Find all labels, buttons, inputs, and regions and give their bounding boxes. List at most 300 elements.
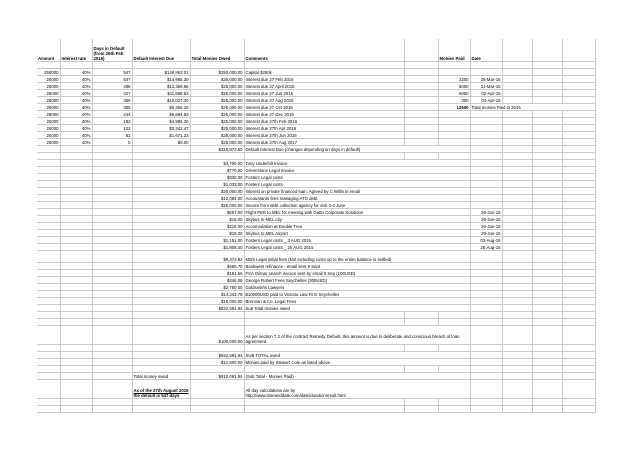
blank-cell: [37, 174, 60, 181]
blank-cell: [404, 90, 438, 97]
date-cell: [470, 167, 502, 174]
date-cell: [470, 111, 502, 118]
blank-cell: [37, 146, 60, 153]
comment-cell: FSA Gilmar search invoice sent by email 9 Sep (100USD): [244, 270, 470, 277]
blank-cell: [92, 284, 132, 291]
blank-cell: [404, 345, 438, 352]
blank-cell: [132, 216, 190, 223]
blank-cell: [404, 97, 438, 104]
blank-cell: [244, 345, 404, 352]
blank-cell: [37, 399, 60, 406]
comment-cell: Flight PER to MEL for meeting with Gatto Corporate Solutions: [244, 209, 470, 216]
interest-cell: $1,671.23: [132, 132, 190, 139]
comment-cell: Interest due 27th Apr 2016: [244, 125, 404, 132]
blank-cell: [60, 284, 92, 291]
comment-cell: (Sub Total - Monies Paid): [244, 373, 470, 380]
blank-cell: [132, 298, 190, 305]
blank-cell: [37, 223, 60, 230]
comment-cell: Default Interest Due (changes depending on days in default): [244, 146, 470, 153]
blank-cell: [502, 230, 532, 237]
blank-cell: [404, 399, 438, 406]
blank-cell: [532, 181, 562, 188]
blank-cell: [532, 312, 562, 319]
interest-row: [37, 76, 595, 83]
amount-cell: 25000: [37, 132, 60, 139]
blank-cell: [502, 326, 532, 345]
interest-row: [37, 132, 595, 139]
calc-note-link[interactable]: http://www.timeanddate.com/date/durationresult.html: [245, 393, 346, 398]
blank-cell: [37, 406, 60, 413]
blank-cell: [132, 174, 190, 181]
blank-cell: [190, 312, 244, 319]
amount-cell: 25000: [37, 76, 60, 83]
blank-cell: [37, 298, 60, 305]
blank-cell: [562, 305, 595, 312]
header-default-interest-due: Default Interest Due: [132, 39, 190, 62]
total-cell: $2,750.00: [190, 284, 244, 291]
comment-cell: Bankwest refinance - email sent 9 Sept: [244, 263, 470, 270]
blank-cell: [532, 359, 562, 366]
blank-cell: [404, 111, 438, 118]
blank-cell: [562, 312, 595, 319]
blank-cell: [502, 90, 532, 97]
days-cell: 488: [92, 83, 132, 90]
blank-cell: [470, 326, 502, 345]
blank-cell: [37, 345, 60, 352]
interest-row: [37, 97, 595, 104]
blank-cell: [37, 153, 60, 160]
header-blank: [562, 39, 595, 62]
blank-cell: [532, 69, 562, 76]
blank-cell: [502, 237, 532, 244]
blank-cell: [404, 83, 438, 90]
blank-cell: [60, 277, 92, 284]
blank-cell: [132, 188, 190, 195]
date-cell: [470, 118, 502, 125]
blank-cell: [37, 160, 60, 167]
comment-cell: Tony Underhill Invoice: [244, 160, 470, 167]
blank-cell: [92, 251, 132, 263]
blank-cell: [470, 298, 502, 305]
blank-cell: [60, 270, 92, 277]
total-cell: $10,000.00: [190, 298, 244, 305]
blank-cell: [37, 195, 60, 202]
comment-cell: Interest due 27 Feb 2015: [244, 76, 404, 83]
blank-cell: [562, 167, 595, 174]
total-cell: $25,000.00: [190, 125, 244, 132]
total-cell: $25,000.00: [190, 111, 244, 118]
blank-cell: [132, 181, 190, 188]
comment-cell: Interest on private financed loan. Agreed by C Willis in email: [244, 188, 470, 195]
blank-cell: [532, 319, 562, 326]
total-cell: $25,000.00: [190, 202, 244, 209]
blank-cell: [502, 319, 532, 326]
comment-cell: Greenstone Legal Invoice: [244, 167, 470, 174]
total-cell: $9,372.82: [190, 251, 244, 263]
blank-cell: [502, 352, 532, 359]
blank-cell: [470, 251, 502, 263]
days-cell: 244: [92, 111, 132, 118]
blank-cell: [244, 319, 404, 326]
blank-cell: [60, 345, 92, 352]
cost-row: [37, 263, 595, 270]
blank-cell: [92, 181, 132, 188]
rate-cell: 40%: [60, 139, 92, 146]
blank-cell: [502, 83, 532, 90]
header-monies-paid: Monies Paid: [438, 39, 470, 62]
blank-cell: [502, 270, 532, 277]
blank-cell: [60, 223, 92, 230]
blank-cell: [92, 216, 132, 223]
blank-cell: [190, 153, 244, 160]
blank-cell: [37, 230, 60, 237]
blank-cell: [37, 181, 60, 188]
blank-cell: [532, 160, 562, 167]
comment-cell: Goldsmiths Lawyers: [244, 284, 470, 291]
blank-cell: [92, 305, 132, 312]
blank-cell: [562, 216, 595, 223]
blank-cell: [60, 230, 92, 237]
blank-cell: [404, 104, 438, 111]
interest-row: [37, 118, 595, 125]
amount-cell: 25000: [37, 125, 60, 132]
paid-cell: 2200: [438, 76, 470, 83]
blank-cell: [37, 366, 60, 373]
blank-cell: [562, 319, 595, 326]
date-cell: 25-Mar-15: [470, 76, 502, 83]
rate-cell: 40%: [60, 132, 92, 139]
blank-cell: [532, 305, 562, 312]
blank-cell: [562, 263, 595, 270]
amount-cell: 250000: [37, 69, 60, 76]
paid-cell: 5000: [438, 90, 470, 97]
interest-row: [37, 104, 595, 111]
blank-cell: [60, 352, 92, 359]
date-cell: [470, 195, 502, 202]
total-cell: $25,000.00: [190, 139, 244, 146]
blank-cell: [532, 345, 562, 352]
blank-cell: [37, 167, 60, 174]
blank-cell: [562, 111, 595, 118]
blank-cell: [532, 277, 562, 284]
blank-cell: [562, 153, 595, 160]
comment-cell: Interest due 27 April 2015: [244, 83, 404, 90]
interest-row: [37, 125, 595, 132]
blank-cell: [404, 406, 438, 413]
final-note-row: [37, 380, 595, 399]
blank-cell: [532, 263, 562, 270]
blank-cell: [132, 305, 190, 312]
blank-cell: [532, 188, 562, 195]
blank-cell: [532, 352, 562, 359]
blank-cell: [92, 373, 132, 380]
blank-cell: [190, 399, 244, 406]
comment-cell: Interest due 27 Dec 2015: [244, 111, 404, 118]
cost-row: [37, 230, 595, 237]
header-comments: Comments: [244, 39, 404, 62]
total-cell: $657.00: [190, 209, 244, 216]
blank-cell: [244, 312, 404, 319]
blank-cell: [532, 97, 562, 104]
days-cell: 305: [92, 104, 132, 111]
header-blank: [502, 39, 532, 62]
blank-cell: [532, 406, 562, 413]
total-cell: $460.70: [190, 263, 244, 270]
date-cell: [470, 139, 502, 146]
date-cell: 03-Aug-15: [470, 237, 502, 244]
blank-cell: [562, 90, 595, 97]
blank-cell: [470, 406, 502, 413]
blank-cell: [37, 202, 60, 209]
blank-cell: [470, 359, 502, 366]
blank-cell: [438, 319, 470, 326]
total-cell: $330.00: [190, 174, 244, 181]
blank-cell: [132, 319, 190, 326]
blank-cell: [502, 132, 532, 139]
blank-cell: [132, 312, 190, 319]
blank-cell: [92, 223, 132, 230]
paid-cell: [438, 69, 470, 76]
paid-cell: 300: [438, 97, 470, 104]
total-cell: $25,000.00: [190, 97, 244, 104]
total-cell: -$12,500.00: [190, 359, 244, 366]
blank-cell: [37, 305, 60, 312]
date-cell: [470, 174, 502, 181]
blank-cell: [60, 366, 92, 373]
blank-cell: [532, 76, 562, 83]
contract-row: [37, 326, 595, 345]
cost-row: [37, 174, 595, 181]
comment-cell: Fosters Legal costs: [244, 174, 470, 181]
blank-cell: [532, 209, 562, 216]
spacer-row: [37, 153, 595, 160]
blank-cell: [92, 352, 132, 359]
amount-cell: 25000: [37, 104, 60, 111]
blank-cell: [502, 202, 532, 209]
days-cell: 122: [92, 125, 132, 132]
blank-cell: [532, 132, 562, 139]
blank-cell: [470, 312, 502, 319]
date-cell: [470, 125, 502, 132]
subtotal-row: [37, 359, 595, 366]
blank-cell: [502, 111, 532, 118]
blank-cell: [132, 230, 190, 237]
spacer-row: [37, 406, 595, 413]
comment-cell: Accountants fees managing ATO debt: [244, 195, 470, 202]
blank-cell: [92, 399, 132, 406]
total-cell: $12,084.00: [190, 195, 244, 202]
blank-cell: [502, 399, 532, 406]
blank-cell: [37, 352, 60, 359]
blank-cell: [404, 118, 438, 125]
blank-cell: [60, 251, 92, 263]
amount-cell: 25000: [37, 139, 60, 146]
blank-cell: [60, 312, 92, 319]
blank-cell: [502, 160, 532, 167]
cost-row: [37, 167, 595, 174]
date-cell: 02-Apr-15: [470, 90, 502, 97]
comment-cell: Monies paid by Stewart Cole as listed above: [244, 359, 470, 366]
blank-cell: [132, 399, 190, 406]
cost-row: [37, 284, 595, 291]
blank-cell: [562, 69, 595, 76]
header-days-in-default: Days in Default (from 26th Feb 2015): [92, 39, 132, 62]
blank-cell: [502, 216, 532, 223]
cost-row: [37, 270, 595, 277]
cost-row: [37, 195, 595, 202]
total-cell: $770.00: [190, 167, 244, 174]
blank-cell: [60, 202, 92, 209]
total-cell: $250,000.00: [190, 69, 244, 76]
date-cell: [470, 181, 502, 188]
blank-cell: [532, 270, 562, 277]
blank-cell: [470, 153, 502, 160]
blank-cell: [92, 153, 132, 160]
blank-cell: [132, 270, 190, 277]
blank-cell: [244, 406, 404, 413]
blank-cell: [502, 76, 532, 83]
blank-cell: [562, 244, 595, 251]
blank-cell: [37, 312, 60, 319]
blank-cell: [132, 352, 190, 359]
blank-cell: [562, 406, 595, 413]
total-cell: $922,591.94: [190, 352, 244, 359]
blank-cell: [502, 97, 532, 104]
blank-cell: [190, 345, 244, 352]
days-cell: 547: [92, 76, 132, 83]
paid-cell: [438, 111, 470, 118]
paid-cell: [438, 132, 470, 139]
total-cell: $1,033.00: [190, 181, 244, 188]
blank-cell: [502, 139, 532, 146]
blank-cell: [60, 319, 92, 326]
blank-cell: [37, 251, 60, 263]
total-cell: $25,000.00: [190, 90, 244, 97]
blank-cell: [404, 312, 438, 319]
comment-cell: Fosters Legal costs _ 25 AUG 2015: [244, 244, 470, 251]
blank-cell: [132, 291, 190, 298]
comment-cell: Invoice from debt collection agency for visit 3-4 June: [244, 202, 470, 209]
blank-cell: [92, 298, 132, 305]
blank-cell: [92, 406, 132, 413]
blank-cell: [562, 270, 595, 277]
blank-cell: [244, 153, 404, 160]
blank-cell: [502, 209, 532, 216]
blank-cell: [502, 174, 532, 181]
spacer-row: [37, 366, 595, 373]
blank-cell: [502, 406, 532, 413]
interest-cell: $11,698.63: [132, 90, 190, 97]
blank-cell: [470, 263, 502, 270]
blank-cell: [502, 305, 532, 312]
blank-cell: [532, 237, 562, 244]
blank-cell: [470, 146, 502, 153]
total-cell: $14,243.78: [190, 291, 244, 298]
blank-cell: [60, 195, 92, 202]
amount-cell: 25000: [37, 97, 60, 104]
blank-cell: [532, 291, 562, 298]
blank-cell: [562, 359, 595, 366]
comment-cell: Sub Total monies owed: [244, 305, 470, 312]
spacer-row: [37, 312, 595, 319]
blank-cell: [37, 244, 60, 251]
blank-cell: [438, 366, 470, 373]
blank-cell: [60, 359, 92, 366]
blank-cell: [404, 319, 438, 326]
blank-cell: [562, 118, 595, 125]
interest-row: [37, 139, 595, 146]
comment-cell: Interest due 27 Oct 2015: [244, 104, 404, 111]
blank-cell: [502, 345, 532, 352]
total-cell: $100,000.00: [190, 326, 244, 345]
blank-cell: [92, 380, 132, 399]
blank-cell: [502, 125, 532, 132]
blank-cell: [502, 277, 532, 284]
blank-cell: [92, 202, 132, 209]
interest-row: [37, 69, 595, 76]
rate-cell: 40%: [60, 118, 92, 125]
total-cell: $25,000.00: [190, 132, 244, 139]
date-cell: [470, 160, 502, 167]
blank-cell: [562, 83, 595, 90]
cost-row: [37, 305, 595, 312]
blank-cell: [404, 125, 438, 132]
days-cell: 547: [92, 69, 132, 76]
blank-cell: [132, 244, 190, 251]
blank-cell: [532, 298, 562, 305]
blank-cell: [532, 326, 562, 345]
blank-cell: [404, 139, 438, 146]
cost-row: [37, 216, 595, 223]
blank-cell: [37, 270, 60, 277]
blank-cell: [60, 298, 92, 305]
blank-cell: [502, 188, 532, 195]
blank-cell: [470, 270, 502, 277]
spacer-row: [37, 399, 595, 406]
blank-cell: [132, 345, 190, 352]
blank-cell: [60, 399, 92, 406]
blank-cell: [502, 195, 532, 202]
rate-cell: 40%: [60, 69, 92, 76]
blank-cell: [60, 305, 92, 312]
total-cell: $219,972.60: [190, 146, 244, 153]
default-note: As of the 27th August 2016 the default is 547 days: [132, 380, 190, 399]
blank-cell: [532, 373, 562, 380]
blank-cell: [470, 345, 502, 352]
comment-cell: Capital $250k: [244, 69, 404, 76]
blank-cell: [92, 326, 132, 345]
date-cell: 28-Jun-15: [470, 216, 502, 223]
date-cell: [470, 202, 502, 209]
date-cell: [470, 69, 502, 76]
blank-cell: [562, 97, 595, 104]
blank-cell: [438, 406, 470, 413]
blank-cell: [404, 69, 438, 76]
blank-cell: [470, 319, 502, 326]
blank-cell: [92, 167, 132, 174]
blank-cell: [92, 209, 132, 216]
blank-cell: [92, 160, 132, 167]
blank-cell: [502, 146, 532, 153]
blank-cell: [132, 359, 190, 366]
blank-cell: [562, 181, 595, 188]
blank-cell: [562, 366, 595, 373]
calc-note-line-1: All day calculations are by: [245, 388, 296, 393]
blank-cell: [562, 237, 595, 244]
comment-cell: MDS Legal initial fees (Not including costs up to the entire balance is settled): [244, 251, 470, 263]
blank-cell: [404, 366, 438, 373]
total-cell: $18.00: [190, 216, 244, 223]
